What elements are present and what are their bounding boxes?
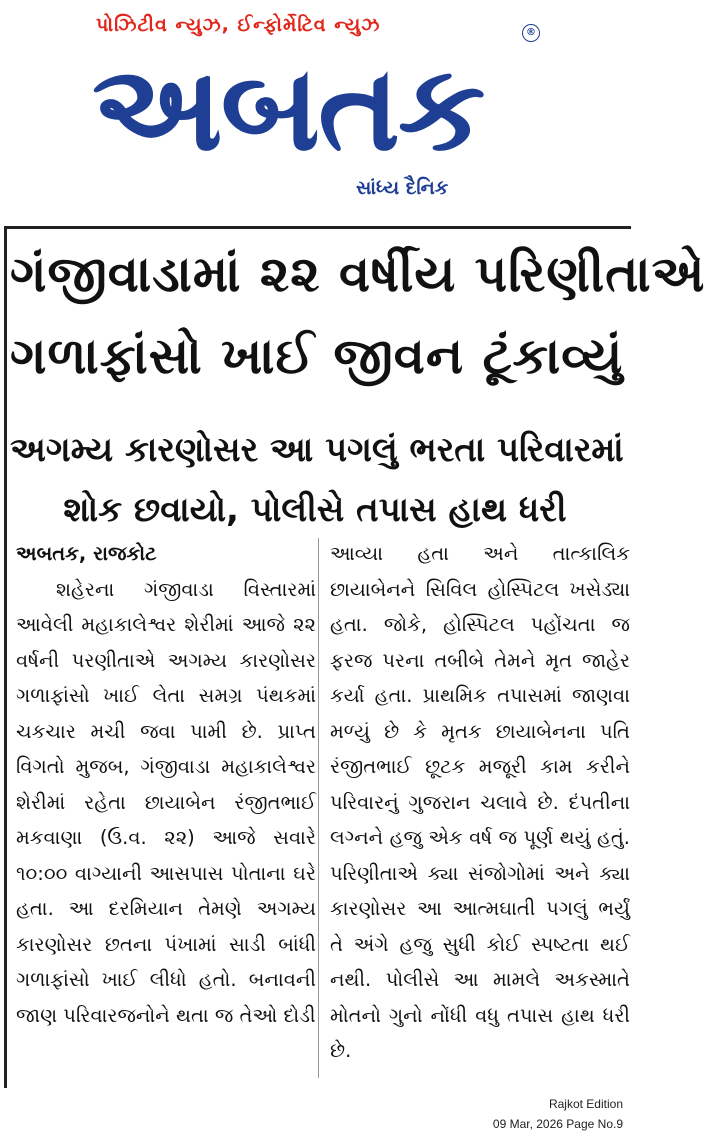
edition-type: સાંધ્ય દૈનિક: [356, 177, 449, 199]
subheadline-line-2: શોક છવાયો, પોલીસે તપાસ હાથ ધરી: [63, 490, 567, 530]
edition-footer: [403, 1094, 623, 1134]
headline-line-1: ગંજીવાડામાં ૨૨ વર્ષીય પરિણીતાએ: [10, 245, 705, 303]
article-column-right: [330, 536, 630, 1069]
registered-mark: ®: [522, 24, 540, 42]
headline-line-2: ગળાફાંસો ખાઈ જીવન ટૂંકાવ્યું: [10, 327, 624, 385]
newspaper-logo: અબતક: [92, 39, 484, 177]
article-column-left: [16, 536, 316, 1033]
masthead: [0, 0, 633, 225]
subheadline-line-1: અગમ્ય કારણોસર આ પગલું ભરતા પરિવારમાં: [10, 430, 624, 470]
edition-name: Rajkot Edition: [548, 1097, 623, 1111]
dateline: અબતક, રાજકોટ: [16, 542, 157, 565]
edition-date-page: 09 Mar, 2026 Page No.9: [492, 1117, 623, 1131]
article-body-left: શહેરના ગંજીવાડા વિસ્તારમાં આવેલી મહાકાલેશ્વર શેરીમાં આજે ૨૨ વર્ષની પરણીતાએ અગમ્ય કારણોસર ગળાફાંસો ખાઈ લેતા સમગ્ર પંથકમાં ચકચાર મચી જવા પામી છે. પ્રાપ્ત વિગતો મુજબ, ગંજીવાડા મહાકાલેશ્વર શેરીમાં રહેતા છાયાબેન રંજીતભાઈ મકવાણા (ઉ.વ. ૨૨) આજે સવારે ૧૦:૦૦ વાગ્યાની આસપાસ પોતાના ઘરે હતા. આ દરમિયાન તેમણે અગમ્ય કારણોસર છતના પંખામાં સાડી બાંધી ગળાફાંસો ખાઈ લીધો હતો. બનાવની જાણ પરિવારજનોને થતા જ તેઓ દોડી: [16, 577, 316, 1027]
column-divider: [318, 538, 319, 1078]
masthead-tagline: પોઝિટીવ ન્યુઝ, ઈન્ફોર્મેટિવ ન્યુઝ: [96, 14, 381, 36]
article-body-right: આવ્યા હતા અને તાત્કાલિક છાયાબેનને સિવિલ હોસ્પિટલ ખસેડ્યા હતા. જોકે, હોસ્પિટલ પહોંચતા જ ફરજ પરના તબીબે તેમને મૃત જાહેર કર્યા હતા. પ્રાથમિક તપાસમાં જાણવા મળ્યું છે કે મૃતક છાયાબેનના પતિ રંજીતભાઈ છૂટક મજૂરી કામ કરીને પરિવારનું ગુજરાન ચલાવે છે. દંપતીના લગ્નને હજુ એક વર્ષ જ પૂર્ણ થયું હતું. પરિણીતાએ ક્યા સંજોગોમાં અને ક્યા કારણોસર આ આત્મઘાતી પગલું ભર્યું તે અંગે હજુ સુધી કોઈ સ્પષ્ટતા થઈ નથી. પોલીસે આ મામલે અકસ્માતે મોતનો ગુનો નોંધી વધુ તપાસ હાથ ધરી છે.: [330, 542, 630, 1062]
